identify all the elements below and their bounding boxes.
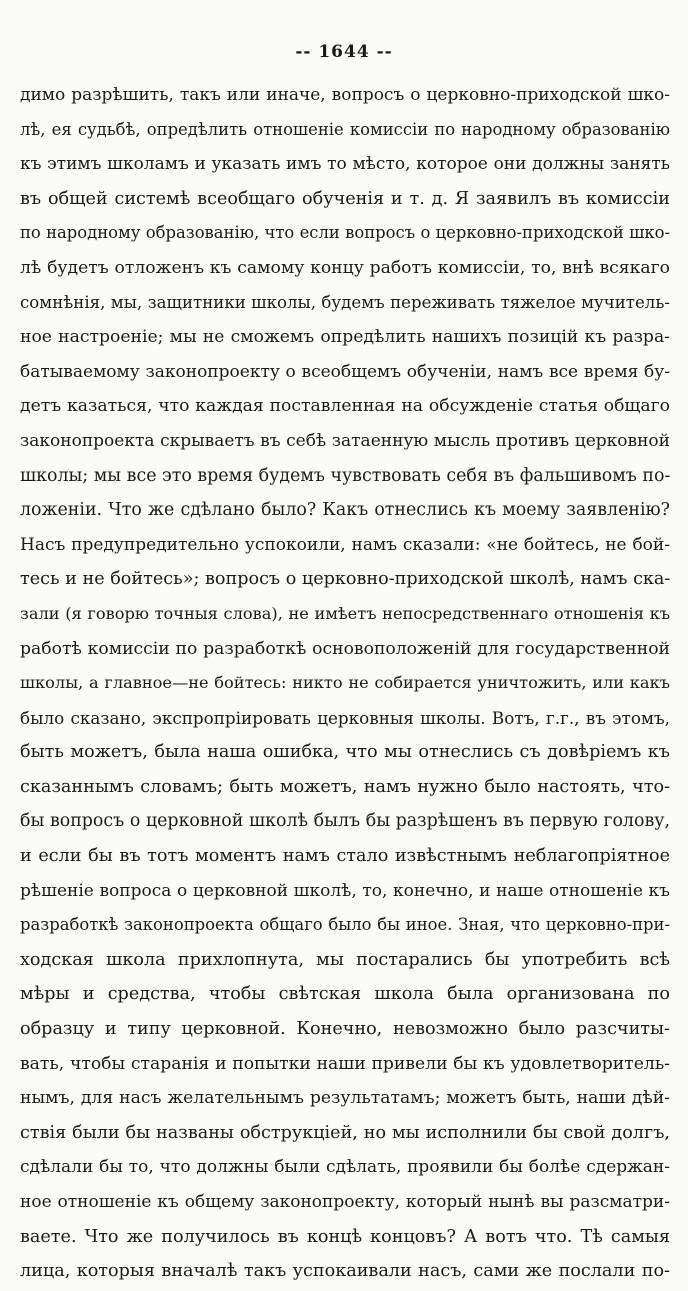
text-line: образцу и типу церковной. Конечно, невозможно было разсчиты-	[20, 1019, 670, 1040]
text-line: ствія были бы названы обструкціей, но мы исполнили бы свой долгъ,	[20, 1122, 670, 1143]
text-line: работѣ комиссіи по разработкѣ основоположеній для государственной	[20, 638, 670, 659]
text-line: въ общей системѣ всеобщаго обученія и т. д. Я заявилъ въ комиссіи	[20, 188, 670, 209]
text-line: по народному образованію, что если вопросъ о церковно-приходской шко-	[20, 223, 670, 243]
text-line: было сказано, экспропріировать церковныя школы. Вотъ, г.г., въ этомъ,	[20, 707, 670, 728]
text-line: лица, которыя вначалѣ такъ успокаивали насъ, сами же послали по-	[20, 1261, 670, 1282]
text-line: сдѣлали бы то, что должны были сдѣлать, проявили бы болѣе сдержан-	[20, 1157, 670, 1178]
body-text	[20, 80, 670, 1291]
text-line: ное отношеніе къ общему законопроекту, который нынѣ вы разсматри-	[20, 1192, 670, 1212]
text-line: ваете. Что же получилось въ концѣ концовъ? А вотъ что. Тѣ самыя	[20, 1226, 670, 1247]
text-line: вать, чтобы старанія и попытки наши привели бы къ удовлетворитель-	[20, 1053, 670, 1074]
text-line: рѣшеніе вопроса о церковной школѣ, то, конечно, и наше отношеніе къ	[20, 880, 670, 901]
text-line: мѣры и средства, чтобы свѣтская школа была организована по	[20, 984, 670, 1005]
text-line: Насъ предупредительно успокоили, намъ сказали: «не бойтесь, не бой-	[20, 534, 670, 555]
text-line: быть можетъ, была наша ошибка, что мы отнеслись съ довѣріемъ къ	[20, 742, 670, 763]
text-line: нымъ, для насъ желательнымъ результатамъ; можетъ быть, наши дѣй-	[20, 1088, 670, 1109]
text-line: школы, а главное—не бойтесь: никто не собирается уничтожить, или какъ	[20, 673, 670, 693]
text-line: сказаннымъ словамъ; быть можетъ, намъ нужно было настоять, что-	[20, 776, 670, 797]
text-line: разработкѣ законопроекта общаго было бы иное. Зная, что церковно-при-	[20, 915, 670, 935]
page-number: -- 1644 --	[295, 42, 393, 62]
text-line: лѣ будетъ отложенъ къ самому концу работъ комиссіи, то, внѣ всякаго	[20, 257, 670, 278]
text-line: школы; мы все это время будемъ чувствовать себя въ фальшивомъ по-	[20, 465, 670, 486]
text-line: ходская школа прихлопнута, мы постарались бы употребить всѣ	[20, 949, 670, 970]
text-line: законопроекта скрываетъ въ себѣ затаенную мысль противъ церковной	[20, 430, 670, 451]
text-line: зали (я говорю точныя слова), не имѣетъ непосредственнаго отношенія къ	[20, 603, 670, 623]
text-line: ное настроеніе; мы не сможемъ опредѣлить нашихъ позицій къ разра-	[20, 327, 670, 348]
text-line: къ этимъ школамъ и указать имъ то мѣсто, которое они должны занять	[20, 154, 670, 175]
text-line: сомнѣнія, мы, защитники школы, будемъ переживать тяжелое мучитель-	[20, 292, 670, 312]
text-line: лѣ, ея судьбѣ, опредѣлить отношеніе комиссіи по народному образованію	[20, 119, 670, 139]
text-line: детъ казаться, что каждая поставленная на обсужденіе статья общаго	[20, 396, 670, 417]
text-line: димо разрѣшить, такъ или иначе, вопросъ о церковно-приходской шко-	[20, 85, 670, 105]
text-line: и если бы въ тотъ моментъ намъ стало извѣстнымъ неблагопріятное	[20, 846, 670, 867]
text-line: батываемому законопроекту о всеобщемъ обученіи, намъ все время бу-	[20, 361, 670, 382]
text-line: бы вопросъ о церковной школѣ былъ бы разрѣшенъ въ первую голову,	[20, 811, 670, 832]
text-line: тесь и не бойтесь»; вопросъ о церковно-приходской школѣ, намъ ска-	[20, 569, 670, 590]
text-line: ложеніи. Что же сдѣлано было? Какъ отнеслись къ моему заявленію?	[20, 500, 670, 521]
